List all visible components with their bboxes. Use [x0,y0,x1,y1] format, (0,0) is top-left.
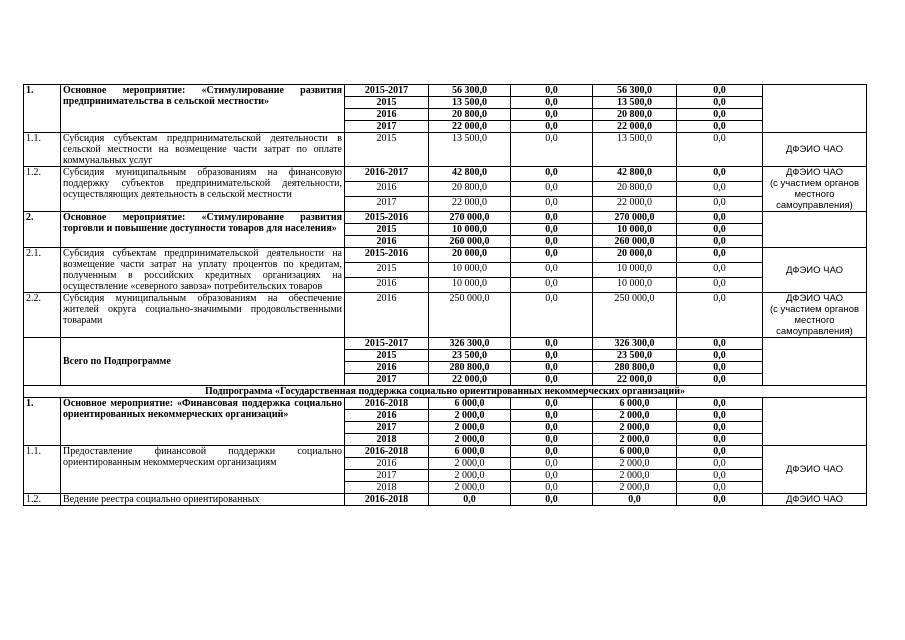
local-cell: 0,0 [677,338,763,350]
local-cell: 0,0 [677,398,763,410]
total-cell: 20 800,0 [429,182,511,197]
total-cell: 42 800,0 [429,167,511,182]
federal-cell: 0,0 [511,482,593,494]
period-cell: 2015-2017 [345,338,429,350]
total-cell: 2 000,0 [429,422,511,434]
okrug-cell: 22 000,0 [593,197,677,212]
federal-cell: 0,0 [511,398,593,410]
period-cell: 2016 [345,293,429,338]
federal-cell: 0,0 [511,410,593,422]
local-cell: 0,0 [677,133,763,167]
total-cell: 22 000,0 [429,121,511,133]
total-cell: 0,0 [429,494,511,506]
okrug-cell: 6 000,0 [593,398,677,410]
okrug-cell: 260 000,0 [593,236,677,248]
period-cell: 2017 [345,374,429,386]
responsible-org: ДФЭИО ЧАО [763,248,867,293]
table-row [24,338,867,350]
total-cell: 10 000,0 [429,263,511,278]
federal-cell: 0,0 [511,434,593,446]
local-cell: 0,0 [677,197,763,212]
period-cell: 2017 [345,121,429,133]
period-cell: 2015 [345,97,429,109]
okrug-cell: 2 000,0 [593,482,677,494]
total-cell: 270 000,0 [429,212,511,224]
federal-cell: 0,0 [511,167,593,182]
okrug-cell: 20 800,0 [593,182,677,197]
federal-cell: 0,0 [511,197,593,212]
item-name: Субсидия муниципальным образованиям на обеспечение жителей округа социально-значимыми продовольственными товарами [61,293,345,338]
federal-cell: 0,0 [511,263,593,278]
total-cell: 22 000,0 [429,374,511,386]
local-cell: 0,0 [677,109,763,121]
table-row [24,248,867,263]
period-cell: 2015-2016 [345,248,429,263]
okrug-cell: 13 500,0 [593,133,677,167]
total-cell: 20 800,0 [429,109,511,121]
local-cell: 0,0 [677,458,763,470]
okrug-cell: 2 000,0 [593,470,677,482]
local-cell: 0,0 [677,374,763,386]
item-name: Всего по Подпрограмме [61,338,345,386]
federal-cell: 0,0 [511,212,593,224]
period-cell: 2016 [345,236,429,248]
table-row [24,212,867,224]
total-cell: 10 000,0 [429,224,511,236]
period-cell: 2018 [345,434,429,446]
responsible-org: ДФЭИО ЧАО [763,494,867,506]
federal-cell: 0,0 [511,374,593,386]
okrug-cell: 22 000,0 [593,374,677,386]
local-cell: 0,0 [677,470,763,482]
total-cell: 56 300,0 [429,85,511,97]
table-row [24,494,867,506]
okrug-cell: 56 300,0 [593,85,677,97]
responsible-org [763,85,867,133]
table-row [24,85,867,97]
federal-cell: 0,0 [511,278,593,293]
total-cell: 6 000,0 [429,398,511,410]
okrug-cell: 0,0 [593,494,677,506]
period-cell: 2015 [345,224,429,236]
federal-cell: 0,0 [511,350,593,362]
local-cell: 0,0 [677,278,763,293]
period-cell: 2015-2016 [345,212,429,224]
okrug-cell: 2 000,0 [593,422,677,434]
federal-cell: 0,0 [511,293,593,338]
period-cell: 2016-2018 [345,494,429,506]
period-cell: 2015 [345,263,429,278]
item-number: 2.1. [24,248,61,293]
item-number: 1.1. [24,133,61,167]
budget-table [23,84,867,506]
federal-cell: 0,0 [511,248,593,263]
federal-cell: 0,0 [511,224,593,236]
table-row [24,446,867,458]
responsible-org: ДФЭИО ЧАО [763,133,867,167]
federal-cell: 0,0 [511,362,593,374]
okrug-cell: 270 000,0 [593,212,677,224]
federal-cell: 0,0 [511,422,593,434]
local-cell: 0,0 [677,224,763,236]
section-row [24,386,867,398]
item-name: Предоставление финансовой поддержки социально ориентированным некоммерческим организациям [61,446,345,494]
local-cell: 0,0 [677,85,763,97]
local-cell: 0,0 [677,167,763,182]
item-number: 1.2. [24,494,61,506]
federal-cell: 0,0 [511,182,593,197]
okrug-cell: 250 000,0 [593,293,677,338]
period-cell: 2015 [345,133,429,167]
responsible-org [763,338,867,386]
federal-cell: 0,0 [511,470,593,482]
total-cell: 2 000,0 [429,458,511,470]
local-cell: 0,0 [677,350,763,362]
total-cell: 10 000,0 [429,278,511,293]
okrug-cell: 6 000,0 [593,446,677,458]
item-number: 1.1. [24,446,61,494]
total-cell: 6 000,0 [429,446,511,458]
period-cell: 2016 [345,410,429,422]
item-name: Основное мероприятие: «Финансовая поддержка социально ориентированных некоммерческих организаций» [61,398,345,446]
okrug-cell: 2 000,0 [593,434,677,446]
okrug-cell: 20 800,0 [593,109,677,121]
local-cell: 0,0 [677,482,763,494]
okrug-cell: 10 000,0 [593,224,677,236]
item-number: 1. [24,85,61,133]
local-cell: 0,0 [677,362,763,374]
item-name: Основное мероприятие: «Стимулирование развития торговли и повышение доступности товаров для населения» [61,212,345,248]
table-row [24,398,867,410]
local-cell: 0,0 [677,410,763,422]
total-cell: 23 500,0 [429,350,511,362]
federal-cell: 0,0 [511,494,593,506]
period-cell: 2016 [345,182,429,197]
local-cell: 0,0 [677,248,763,263]
period-cell: 2016 [345,109,429,121]
total-cell: 250 000,0 [429,293,511,338]
period-cell: 2017 [345,197,429,212]
okrug-cell: 2 000,0 [593,458,677,470]
item-name: Субсидия субъектам предпринимательской деятельности в сельской местности на возмещение части затрат по оплате коммунальных услуг [61,133,345,167]
federal-cell: 0,0 [511,446,593,458]
local-cell: 0,0 [677,263,763,278]
local-cell: 0,0 [677,212,763,224]
table-row [24,133,867,167]
item-number: 1. [24,398,61,446]
federal-cell: 0,0 [511,85,593,97]
local-cell: 0,0 [677,434,763,446]
item-number: 2.2. [24,293,61,338]
item-number [24,338,61,386]
okrug-cell: 2 000,0 [593,410,677,422]
period-cell: 2017 [345,470,429,482]
period-cell: 2016-2018 [345,446,429,458]
period-cell: 2016 [345,362,429,374]
okrug-cell: 20 000,0 [593,248,677,263]
item-name: Ведение реестра социально ориентированных [61,494,345,506]
local-cell: 0,0 [677,494,763,506]
table-row [24,293,867,338]
total-cell: 326 300,0 [429,338,511,350]
local-cell: 0,0 [677,121,763,133]
okrug-cell: 10 000,0 [593,278,677,293]
okrug-cell: 23 500,0 [593,350,677,362]
period-cell: 2016-2017 [345,167,429,182]
period-cell: 2015 [345,350,429,362]
item-number: 1.2. [24,167,61,212]
okrug-cell: 10 000,0 [593,263,677,278]
total-cell: 2 000,0 [429,482,511,494]
federal-cell: 0,0 [511,121,593,133]
responsible-org [763,398,867,446]
item-name: Субсидия субъектам предпринимательской деятельности на возмещение части затрат на уплату процентов по кредитам, полученным в российских кредитных организациях на осуществление «северного завоза» потребительских товаров [61,248,345,293]
responsible-org: ДФЭИО ЧАО [763,446,867,494]
table-body [24,85,867,506]
federal-cell: 0,0 [511,338,593,350]
period-cell: 2016 [345,458,429,470]
local-cell: 0,0 [677,293,763,338]
period-cell: 2016-2018 [345,398,429,410]
local-cell: 0,0 [677,97,763,109]
responsible-org: ДФЭИО ЧАО (с участием органов местного самоуправления) [763,167,867,212]
federal-cell: 0,0 [511,109,593,121]
responsible-org: ДФЭИО ЧАО (с участием органов местного самоуправления) [763,293,867,338]
total-cell: 13 500,0 [429,133,511,167]
federal-cell: 0,0 [511,458,593,470]
period-cell: 2015-2017 [345,85,429,97]
table-row [24,167,867,182]
total-cell: 20 000,0 [429,248,511,263]
total-cell: 2 000,0 [429,470,511,482]
period-cell: 2017 [345,422,429,434]
local-cell: 0,0 [677,182,763,197]
total-cell: 280 800,0 [429,362,511,374]
federal-cell: 0,0 [511,133,593,167]
period-cell: 2018 [345,482,429,494]
local-cell: 0,0 [677,236,763,248]
local-cell: 0,0 [677,446,763,458]
total-cell: 13 500,0 [429,97,511,109]
local-cell: 0,0 [677,422,763,434]
total-cell: 260 000,0 [429,236,511,248]
federal-cell: 0,0 [511,97,593,109]
total-cell: 22 000,0 [429,197,511,212]
item-name: Субсидия муниципальным образованиям на финансовую поддержку субъектов предпринимательской деятельности, осуществляющих деятельность в сельской местности [61,167,345,212]
okrug-cell: 13 500,0 [593,97,677,109]
federal-cell: 0,0 [511,236,593,248]
responsible-org [763,212,867,248]
period-cell: 2016 [345,278,429,293]
item-name: Основное мероприятие: «Стимулирование развития предпринимательства в сельской местности» [61,85,345,133]
okrug-cell: 22 000,0 [593,121,677,133]
total-cell: 2 000,0 [429,410,511,422]
section-title: Подпрограмма «Государственная поддержка социально ориентированных некоммерческих организаций» [24,386,867,398]
okrug-cell: 326 300,0 [593,338,677,350]
okrug-cell: 42 800,0 [593,167,677,182]
okrug-cell: 280 800,0 [593,362,677,374]
item-number: 2. [24,212,61,248]
total-cell: 2 000,0 [429,434,511,446]
